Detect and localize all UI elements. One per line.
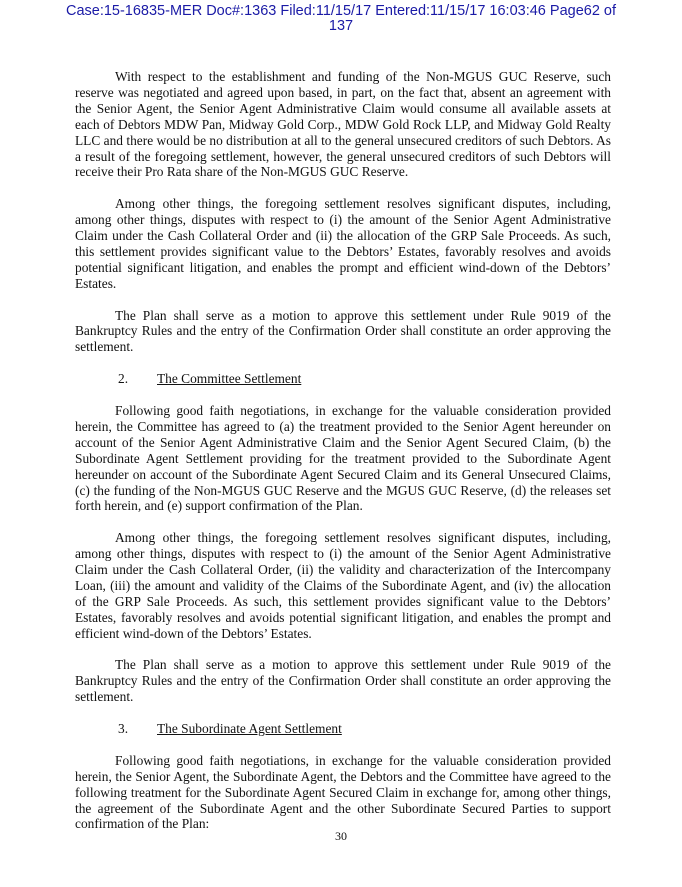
section-number: 3. [118, 721, 129, 737]
document-body [75, 69, 611, 848]
section-heading-3 [75, 721, 611, 737]
header-line-1: Case:15-16835-MER Doc#:1363 Filed:11/15/17 Entered:11/15/17 16:03:46 Page62 of [65, 3, 617, 19]
section-title: The Committee Settlement [157, 371, 302, 387]
section-title: The Subordinate Agent Settlement [157, 721, 342, 737]
paragraph: The Plan shall serve as a motion to approve this settlement under Rule 9019 of the Bankruptcy Rules and the entry of the Confirmation Order shall constitute an order approving the settlement. [75, 657, 611, 705]
section-heading-2 [75, 371, 611, 387]
paragraph: Following good faith negotiations, in exchange for the valuable consideration provided herein, the Committee has agreed to (a) the treatment provided to the Senior Agent hereunder on account of the Senior Agent Administrative Claim and the Senior Agent Secured Claim, (b) the Subordinate Agent Settlement providing for the treatment provided to the Subordinate Agent hereunder on account of the Subordinate Agent Secured Claim and its General Unsecured Claims, (c) the funding of the Non-MGUS GUC Reserve and the MGUS GUC Reserve, (d) the releases set forth herein, and (e) support confirmation of the Plan. [75, 402, 611, 514]
paragraph: The Plan shall serve as a motion to approve this settlement under Rule 9019 of the Bankruptcy Rules and the entry of the Confirmation Order shall constitute an order approving the settlement. [75, 307, 611, 355]
section-number: 2. [118, 371, 129, 387]
paragraph: Following good faith negotiations, in exchange for the valuable consideration provided herein, the Senior Agent, the Subordinate Agent, the Debtors and the Committee have agreed to the following treatment for the Subordinate Agent Secured Claim in exchange for, among other things, the agreement of the Subordinate Agent and the other Subordinate Secured Parties to support confirmation of the Plan: [75, 752, 611, 832]
court-filing-header [0, 4, 682, 34]
paragraph: Among other things, the foregoing settlement resolves significant disputes, including, among other things, disputes with respect to (i) the amount of the Senior Agent Administrative Claim under the Cash Collateral Order, (ii) the validity and characterization of the Intercompany Loan, (iii) the amount and validity of the Claims of the Subordinate Agent, and (iv) the allocation of the GRP Sale Proceeds. As such, this settlement provides significant value to the Debtors’ Estates, favorably resolves and avoids potential significant litigation, and enables the prompt and efficient wind-down of the Debtors’ Estates. [75, 530, 611, 641]
header-line-2: 137 [328, 18, 354, 34]
paragraph: With respect to the establishment and funding of the Non-MGUS GUC Reserve, such reserve was negotiated and agreed upon based, in part, on the fact that, absent an agreement with the Senior Agent, the Senior Agent Administrative Claim would consume all available assets at each of Debtors MDW Pan, Midway Gold Corp., MDW Gold Rock LLP, and Midway Gold Realty LLC and there would be no distribution at all to the general unsecured creditors of such Debtors. As a result of the foregoing settlement, however, the general unsecured creditors of such Debtors will receive their Pro Rata share of the Non-MGUS GUC Reserve. [75, 69, 611, 180]
paragraph: Among other things, the foregoing settlement resolves significant disputes, including, among other things, disputes with respect to (i) the amount of the Senior Agent Administrative Claim under the Cash Collateral Order and (ii) the allocation of the GRP Sale Proceeds. As such, this settlement provides significant value to the Debtors’ Estates, favorably resolves and avoids potential significant litigation, and enables the prompt and efficient wind-down of the Debtors’ Estates. [75, 196, 611, 291]
page-number: 30 [335, 829, 347, 843]
